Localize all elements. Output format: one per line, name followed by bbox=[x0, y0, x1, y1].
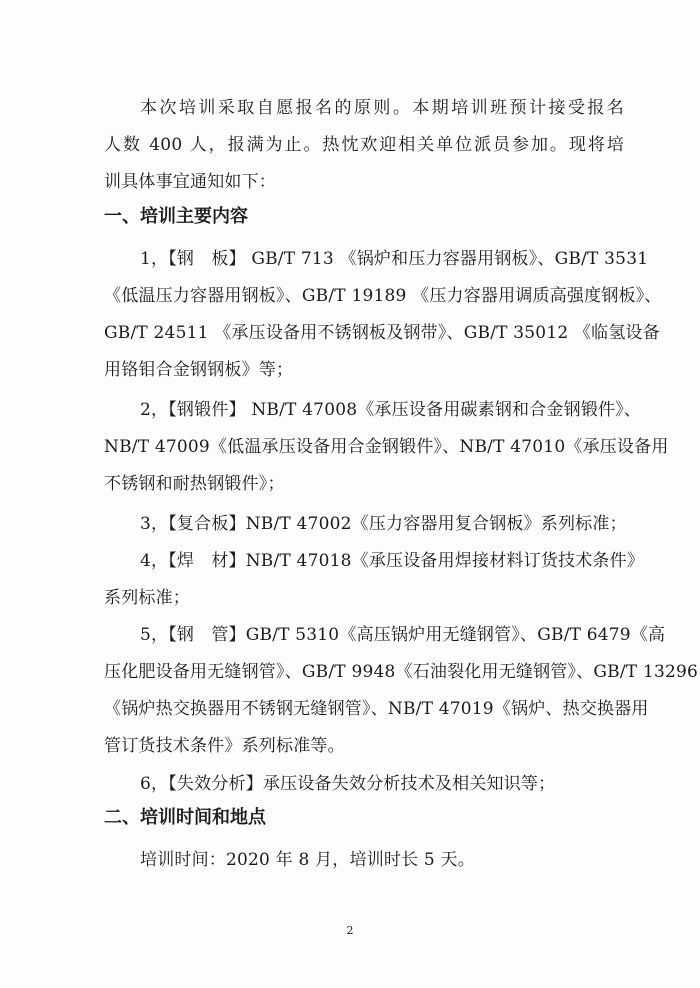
item-5-line-4: 管订货技术条件》系列标准等。 bbox=[104, 736, 345, 756]
section-1-heading: 一、培训主要内容 bbox=[104, 206, 248, 227]
item-3-line-1: 3，【复合板】NB/T 47002《压力容器用复合钢板》系列标准； bbox=[140, 514, 627, 534]
item-5-line-3: 《锅炉热交换器用不锈钢无缝钢管》、NB/T 47019《锅炉、热交换器用 bbox=[104, 699, 649, 719]
intro-line-1: 本次培训采取自愿报名的原则。本期培训班预计接受报名 bbox=[140, 98, 624, 118]
item-4-line-1: 4，【焊 材】NB/T 47018《承压设备用焊接材料订货技术条件》 bbox=[140, 551, 645, 571]
item-1-line-1: 1，【钢 板】 GB/T 713 《锅炉和压力容器用钢板》、GB/T 3531 bbox=[140, 249, 649, 269]
item-4-line-2: 系列标准； bbox=[104, 588, 190, 608]
item-2-line-3: 不锈钢和耐热钢锻件》； bbox=[104, 474, 285, 494]
item-1-line-3: GB/T 24511 《承压设备用不锈钢板及钢带》、GB/T 35012 《临氢设备 bbox=[104, 323, 660, 343]
section-2-heading: 二、培训时间和地点 bbox=[104, 807, 266, 828]
item-1-line-2: 《低温压力容器用钢板》、GB/T 19189 《压力容器用调质高强度钢板》、 bbox=[104, 286, 662, 306]
item-2-line-1: 2，【钢锻件】 NB/T 47008《承压设备用碳素钢和合金钢锻件》、 bbox=[140, 400, 642, 420]
intro-line-3: 训具体事宜通知如下： bbox=[104, 172, 276, 192]
page-number: 2 bbox=[346, 924, 354, 937]
item-2-line-2: NB/T 47009《低温承压设备用合金钢锻件》、NB/T 47010《承压设备用 bbox=[104, 437, 669, 457]
item-5-line-1: 5，【钢 管】GB/T 5310《高压锅炉用无缝钢管》、GB/T 6479《高 bbox=[140, 625, 666, 645]
intro-line-2: 人数 400 人，报满为止。热忱欢迎相关单位派员参加。现将培 bbox=[104, 135, 624, 155]
item-1-line-4: 用铬钼合金钢钢板》等； bbox=[104, 360, 294, 380]
item-5-line-2: 压化肥设备用无缝钢管》、GB/T 9948《石油裂化用无缝钢管》、GB/T 13296 bbox=[104, 662, 699, 682]
item-6-line-1: 6，【失效分析】承压设备失效分析技术及相关知识等； bbox=[140, 774, 556, 794]
training-time-line: 培训时间：2020 年 8 月，培训时长 5 天。 bbox=[140, 850, 475, 870]
